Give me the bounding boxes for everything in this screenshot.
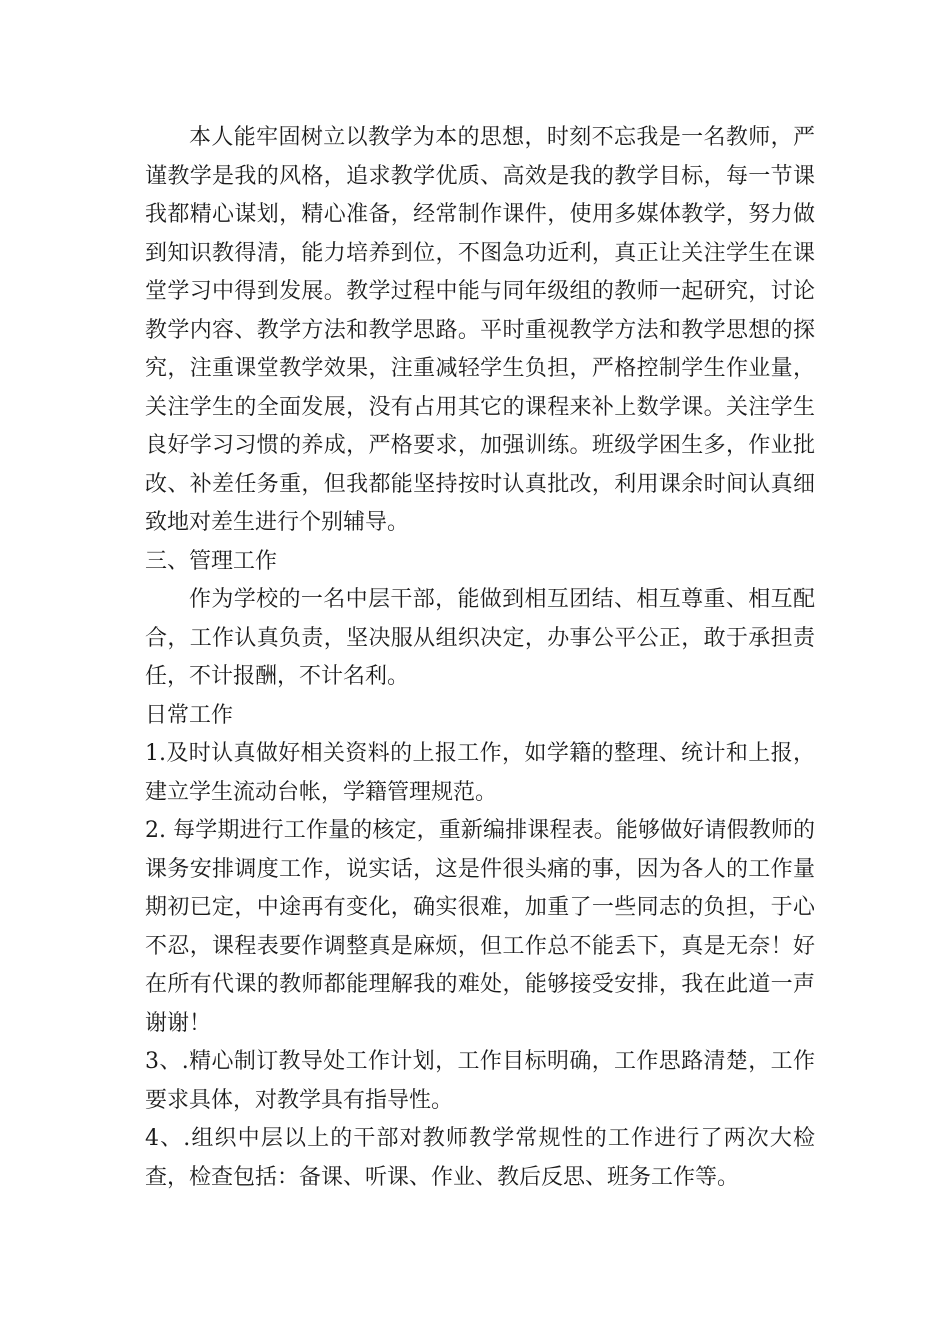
list-item-4: 4、.组织中层以上的干部对教师教学常规性的工作进行了两次大检查，检查包括：备课、听课、作业、教后反思、班务工作等。: [145, 1126, 815, 1190]
paragraph-teaching: 本人能牢固树立以教学为本的思想，时刻不忘我是一名教师，严谨教学是我的风格，追求教学优质、高效是我的教学目标，每一节课我都精心谋划，精心准备，经常制作课件，使用多媒体教学，努力做到知识教得清，能力培养到位，不图急功近利，真正让关注学生在课堂学习中得到发展。教学过程中能与同年级组的教师一起研究，讨论教学内容、教学方法和教学思路。平时重视教学方法和教学思想的探究，注重课堂教学效果，注重减轻学生负担，严格控制学生作业量，关注学生的全面发展，没有占用其它的课程来补上数学课。关注学生良好学习习惯的养成，严格要求，加强训练。班级学困生多，作业批改、补差任务重，但我都能坚持按时认真批改，利用课余时间认真细致地对差生进行个别辅导。: [145, 125, 815, 535]
subheading-daily-work: 日常工作: [145, 702, 234, 728]
list-item-3: 3、.精心制订教导处工作计划，工作目标明确，工作思路清楚，工作要求具体，对教学具有指导性。: [145, 1049, 815, 1113]
section-heading-management: 三、管理工作: [145, 548, 278, 574]
list-item-1: 1.及时认真做好相关资料的上报工作，如学籍的整理、统计和上报，建立学生流动台帐，学籍管理规范。: [145, 741, 815, 805]
paragraph-management: 作为学校的一名中层干部，能做到相互团结、相互尊重、相互配合，工作认真负责，坚决服从组织决定，办事公平公正，敢于承担责任，不计报酬，不计名利。: [145, 587, 815, 689]
list-item-2: 2. 每学期进行工作量的核定，重新编排课程表。能够做好请假教师的课务安排调度工作，说实话，这是件很头痛的事，因为各人的工作量期初已定，中途再有变化，确实很难，加重了一些同志的负担，于心不忍，课程表要作调整真是麻烦，但工作总不能丢下，真是无奈！好在所有代课的教师都能理解我的难处，能够接受安排，我在此道一声谢谢！: [145, 818, 815, 1036]
document-body: [145, 119, 815, 1197]
